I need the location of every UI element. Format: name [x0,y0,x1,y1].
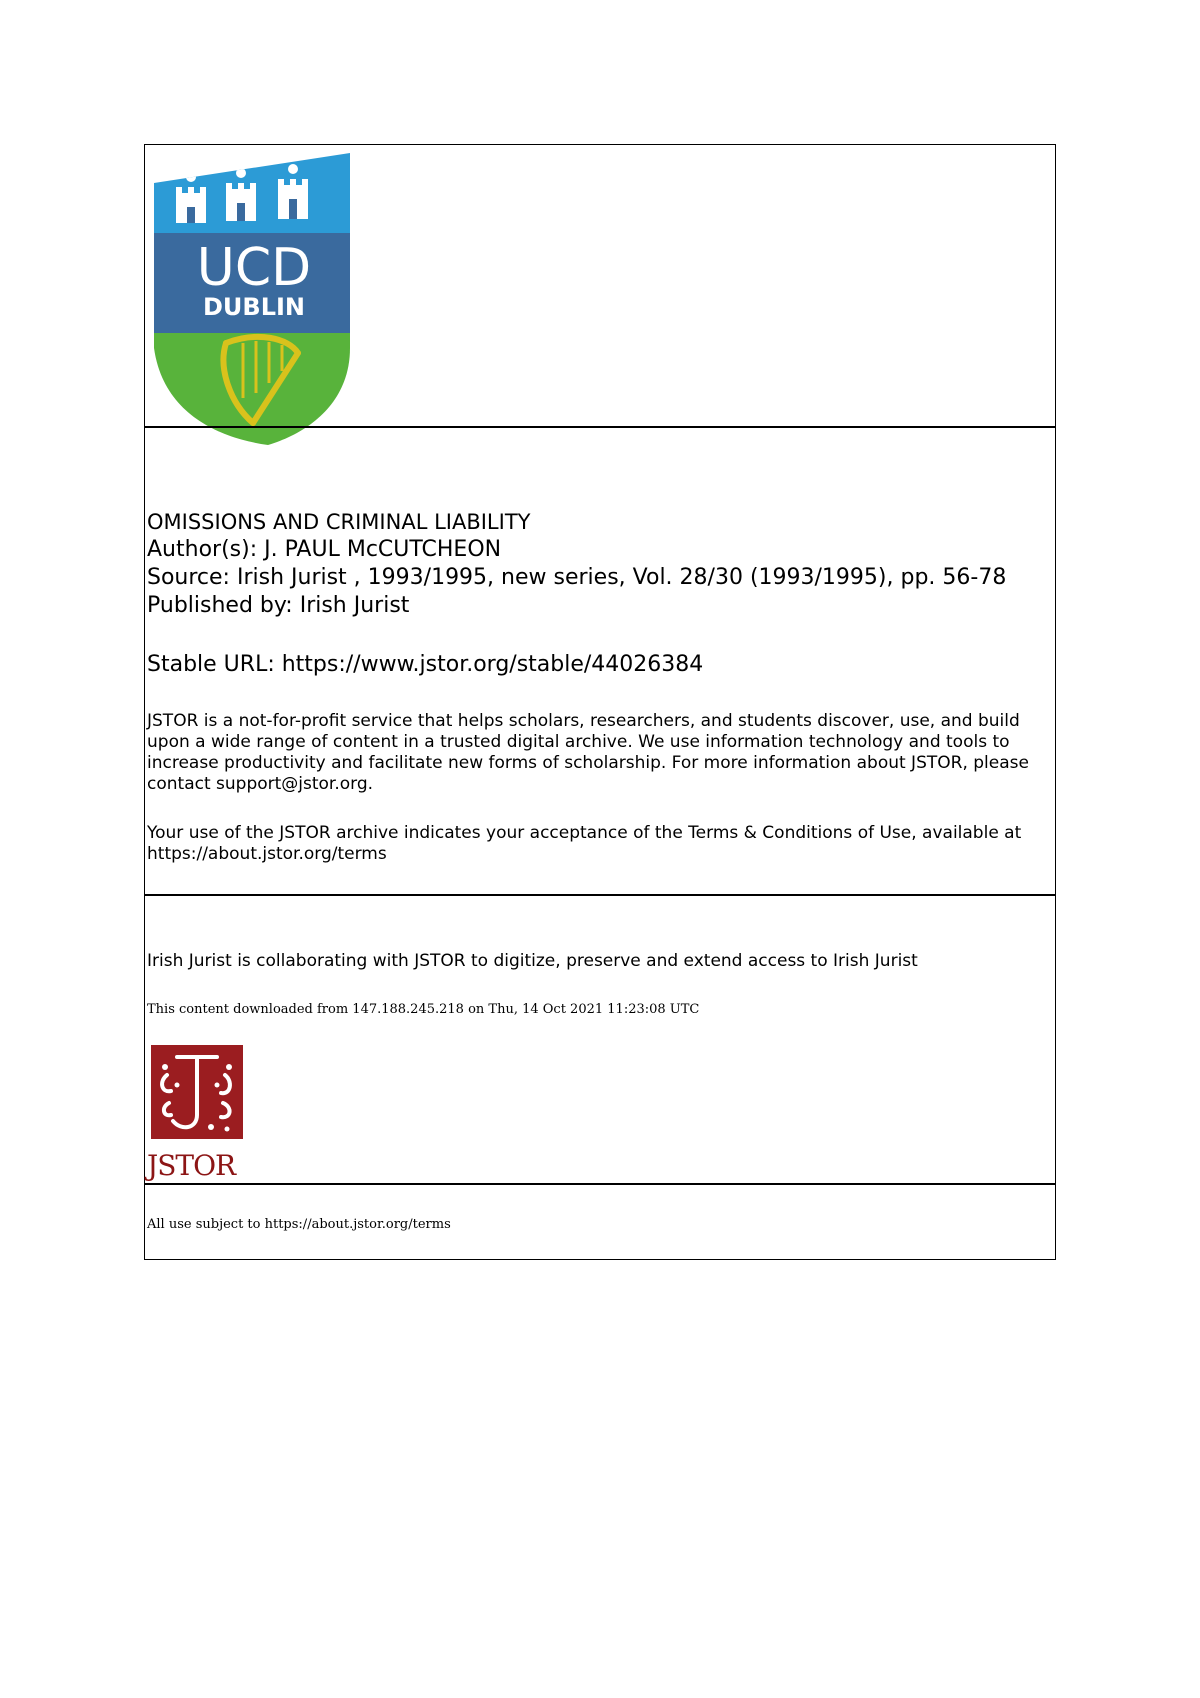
collaboration-notice: Irish Jurist is collaborating with JSTOR to digitize, preserve and extend access to Irish Jurist [147,951,918,971]
stable-url[interactable]: Stable URL: https://www.jstor.org/stable/44026384 [147,652,704,677]
article-metadata [147,509,1052,620]
ucd-wordmark: UCD [196,238,312,298]
ucd-crest-icon [148,153,350,445]
article-source: Source: Irish Jurist , 1993/1995, new series, Vol. 28/30 (1993/1995), pp. 56-78 Published by: Irish Jurist [147,565,1007,618]
jstor-description: JSTOR is a not-for-profit service that helps scholars, researchers, and students discover, use, and build upon a wide range of content in a trusted digital archive. We use information technology and tools to increase productivity and facilitate new forms of scholarship. For more information about JSTOR, please contact support@jstor.org. [147,711,1029,794]
terms-notice: Your use of the JSTOR archive indicates your acceptance of the Terms & Conditions of Use, available at https://about.jstor.org/terms [147,823,1022,864]
download-info: This content downloaded from 147.188.245.218 on Thu, 14 Oct 2021 11:23:08 UTC [147,1002,700,1017]
divider-bottom [145,1183,1055,1185]
divider-top [145,426,1055,428]
cover-page-frame [144,144,1056,1260]
use-subject-notice: All use subject to https://about.jstor.org/terms [147,1217,451,1232]
jstor-wordmark: JSTOR [147,1149,236,1182]
article-title: OMISSIONS AND CRIMINAL LIABILITY [147,510,531,534]
dublin-wordmark: DUBLIN [202,293,306,321]
divider-middle [145,894,1055,896]
article-author: Author(s): J. PAUL McCUTCHEON [147,537,502,562]
